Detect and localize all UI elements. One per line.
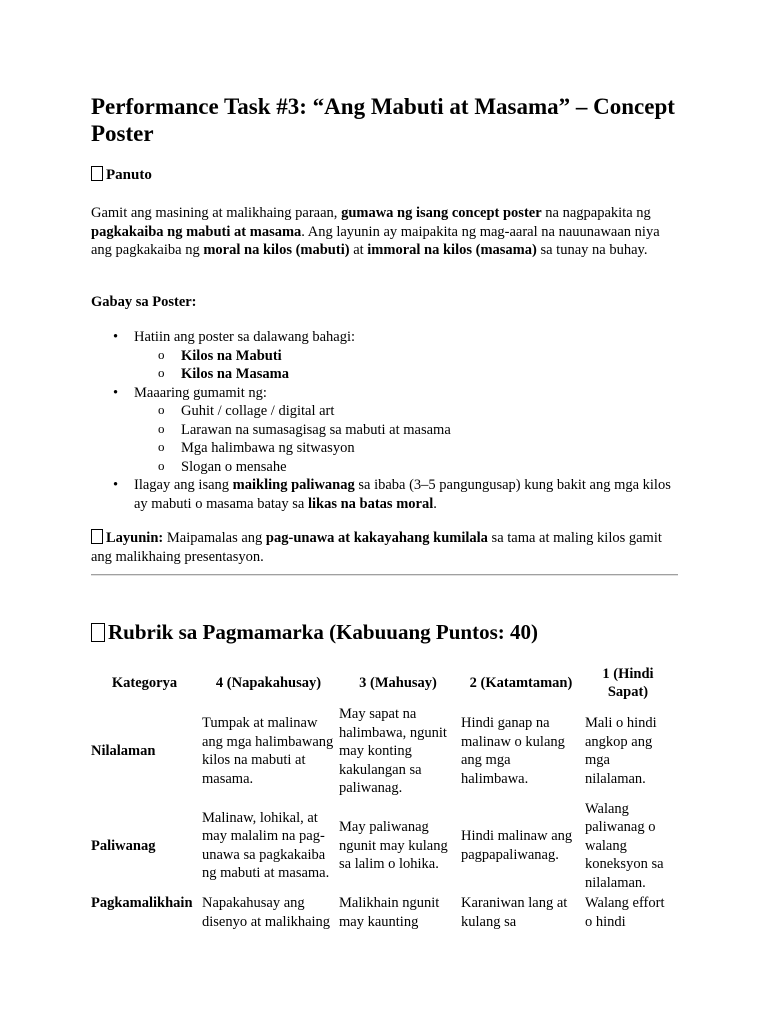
- table-cell: Malinaw, lohikal, at may malalim na pag-unawa sa pagkakaiba ng mabuti at masama.: [202, 809, 330, 882]
- table-row: [89, 704, 673, 799]
- list-item: • Hatiin ang poster sa dalawang bahagi: o Kilos na Mabuti o Kilos na Masama: [91, 328, 678, 384]
- missing-glyph-icon: [91, 623, 105, 642]
- rubric-heading: Rubrik sa Pagmamarka (Kabuuang Puntos: 40): [91, 619, 538, 645]
- gabay-heading: Gabay sa Poster:: [91, 294, 197, 310]
- table-row: [89, 799, 673, 894]
- column-header: 1 (Hindi Sapat): [602, 665, 654, 700]
- page-title: Performance Task #3: “Ang Mabuti at Masama” – Concept Poster: [91, 94, 675, 146]
- list-item: • Maaaring gumamit ng: o Guhit / collage / digital art o Larawan na sumasagisag sa mabuti at masama o Mga halimbawa ng sitwasyon o Slogan o mensahe: [91, 384, 678, 477]
- table-cell: Nilalaman: [91, 743, 156, 759]
- list-item: o Larawan na sumasagisag sa mabuti at masama: [91, 421, 678, 440]
- rubric-table: [89, 662, 673, 932]
- table-row: [89, 893, 673, 932]
- list-item: o Guhit / collage / digital art: [91, 402, 678, 421]
- table-cell: Tumpak at malinaw ang mga halimbawang kilos na mabuti at masama.: [202, 715, 334, 787]
- column-header: 3 (Mahusay): [359, 674, 437, 691]
- table-cell: Walang effort o hindi: [585, 895, 665, 930]
- panuto-paragraph: Gamit ang masining at malikhaing paraan, gumawa ng isang concept poster na nagpapakita ng pagkakaiba ng mabuti at masama. Ang layunin ay maipakita ng mag-aaral na nauunawaan niya ang pagkakaiba ng moral na kilos (mabuti) at immoral na kilos (masama) sa tunay na buhay.: [91, 205, 660, 258]
- table-cell: Malikhain ngunit may kaunting: [339, 895, 440, 930]
- list-item: o Kilos na Masama: [91, 365, 678, 384]
- column-header: 4 (Napakahusay): [215, 674, 322, 691]
- missing-glyph-icon: [91, 529, 103, 544]
- table-cell: May sapat na halimbawa, ngunit may konting kakulangan sa paliwanag.: [339, 706, 447, 796]
- layunin-paragraph: Layunin: Maipamalas ang pag-unawa at kakayahang kumilala sa tama at maling kilos gamit ang malikhaing presentasyon.: [91, 530, 662, 565]
- list-item: o Mga halimbawa ng sitwasyon: [91, 439, 678, 458]
- list-item: o Slogan o mensahe: [91, 458, 678, 477]
- table-cell: Napakahusay ang disenyo at malikhaing: [202, 895, 331, 930]
- table-cell: May paliwanag ngunit may kulang sa lalim o lohika.: [339, 819, 448, 872]
- table-cell: Karaniwan lang at kulang sa: [461, 895, 568, 930]
- column-header: Kategorya: [111, 674, 178, 691]
- missing-glyph-icon: [91, 166, 103, 181]
- table-cell: Mali o hindi angkop ang mga nilalaman.: [585, 715, 657, 787]
- table-cell: Hindi ganap na malinaw o kulang ang mga halimbawa.: [461, 715, 565, 787]
- table-header-row: [89, 662, 673, 704]
- table-cell: Hindi malinaw ang pagpapaliwanag.: [461, 828, 573, 863]
- horizontal-divider: [91, 574, 678, 576]
- table-cell: Paliwanag: [91, 837, 156, 854]
- table-cell: Pagkamalikhain: [91, 895, 193, 911]
- list-item: o Kilos na Mabuti: [91, 347, 678, 366]
- table-cell: Walang paliwanag o walang koneksyon sa nilalaman.: [585, 800, 664, 891]
- gabay-list: [91, 328, 678, 513]
- list-item: • Ilagay ang isang maikling paliwanag sa ibaba (3–5 pangungusap) kung bakit ang mga kilos ay mabuti o masama batay sa likas na batas moral.: [91, 476, 678, 513]
- column-header: 2 (Katamtaman): [469, 674, 573, 691]
- panuto-heading: Panuto: [91, 166, 152, 185]
